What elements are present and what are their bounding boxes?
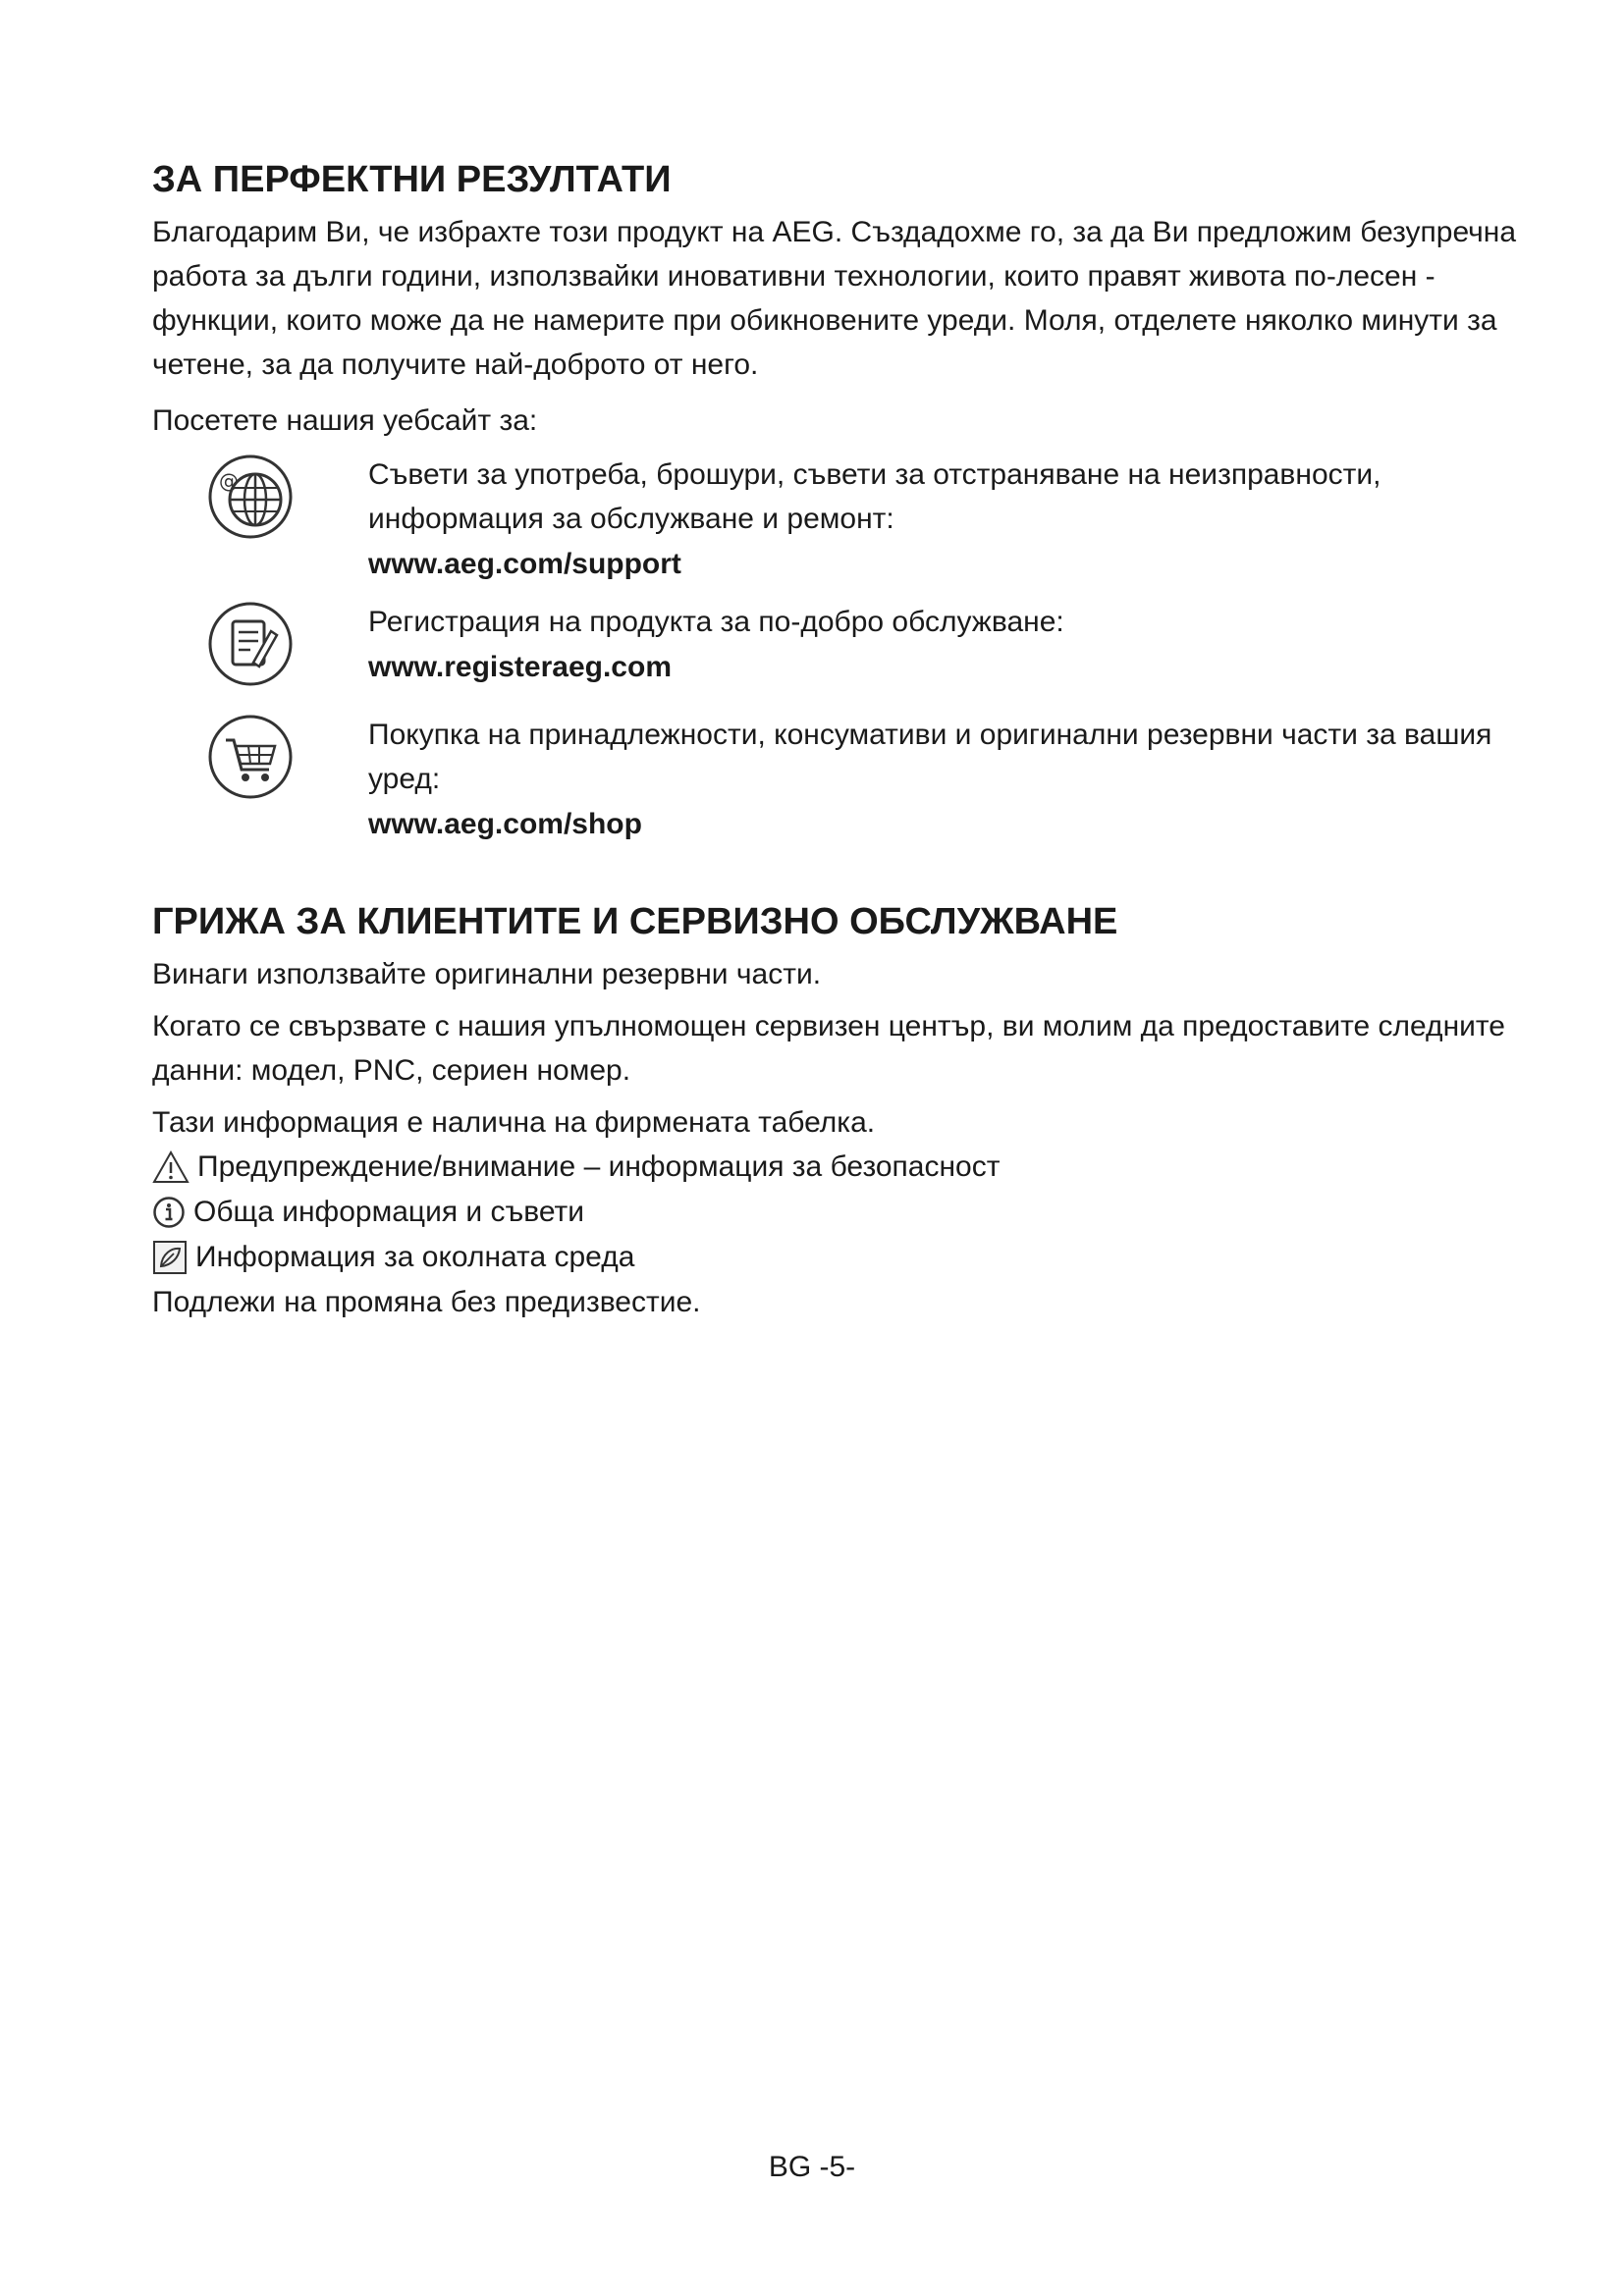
environment-icon bbox=[152, 1240, 188, 1275]
symbol-environment bbox=[152, 1235, 1527, 1280]
section-title-customer-care: ГРИЖА ЗА КЛИЕНТИТЕ И СЕРВИЗНО ОБСЛУЖВАНЕ bbox=[152, 901, 1118, 942]
contact-service-text: Когато се свързвате с нашия упълномощен сервизен център, ви молим да предоставите следните данни: модел, PNC, сериен номер. bbox=[152, 1010, 1505, 1087]
service-shop-text: Покупка на принадлежности, консумативи и оригинални резервни части за вашия уред: bbox=[368, 719, 1492, 795]
page-number: BG -5- bbox=[768, 2151, 856, 2183]
section-title-perfect-results: ЗА ПЕРФЕКТНИ РЕЗУЛТАТИ bbox=[152, 159, 672, 200]
rating-plate-text: Тази информация е налична на фирмената табелка. bbox=[152, 1106, 876, 1139]
shopping-cart-icon bbox=[206, 713, 295, 801]
globe-at-icon bbox=[206, 453, 295, 541]
page-content bbox=[152, 157, 1527, 1324]
service-register-text: Регистрация на продукта за по-добро обслужване: bbox=[368, 606, 1064, 638]
symbol-info bbox=[152, 1190, 1527, 1235]
service-support bbox=[152, 453, 1527, 585]
intro-paragraph: Благодарим Ви, че избрахте този продукт на AEG. Създадохме го, за да Ви предложим безупречна работа за дълги години, използвайки иновативни технологии, които правят живота по-лесен - функции, които може да не намерите при обикновените уреди. Моля, отделете няколко минути за четене, за да получите най-доброто от него. bbox=[152, 216, 1517, 381]
register-link[interactable]: www.registeraeg.com bbox=[368, 651, 672, 683]
service-register bbox=[152, 600, 1527, 698]
symbol-environment-text: Информация за околната среда bbox=[195, 1241, 635, 1273]
info-icon bbox=[152, 1196, 186, 1229]
shop-link[interactable]: www.aeg.com/shop bbox=[368, 808, 642, 840]
warning-icon bbox=[152, 1149, 189, 1185]
svg-text:@: @ bbox=[219, 469, 239, 493]
symbol-info-text: Обща информация и съвети bbox=[193, 1196, 585, 1228]
section-customer-care bbox=[152, 899, 1527, 1324]
original-parts-text: Винаги използвайте оригинални резервни части. bbox=[152, 958, 822, 990]
symbol-warning-text: Предупреждение/внимание – информация за безопасност bbox=[197, 1150, 1001, 1183]
service-support-text: Съвети за употреба, брошури, съвети за отстраняване на неизправности, информация за обслужване и ремонт: bbox=[368, 458, 1381, 535]
visit-website-text: Посетете нашия уебсайт за: bbox=[152, 404, 538, 437]
service-shop bbox=[152, 713, 1527, 845]
register-pen-icon bbox=[206, 600, 295, 688]
notice-text: Подлежи на промяна без предизвестие. bbox=[152, 1286, 701, 1318]
support-link[interactable]: www.aeg.com/support bbox=[368, 548, 681, 580]
symbol-warning bbox=[152, 1145, 1527, 1190]
